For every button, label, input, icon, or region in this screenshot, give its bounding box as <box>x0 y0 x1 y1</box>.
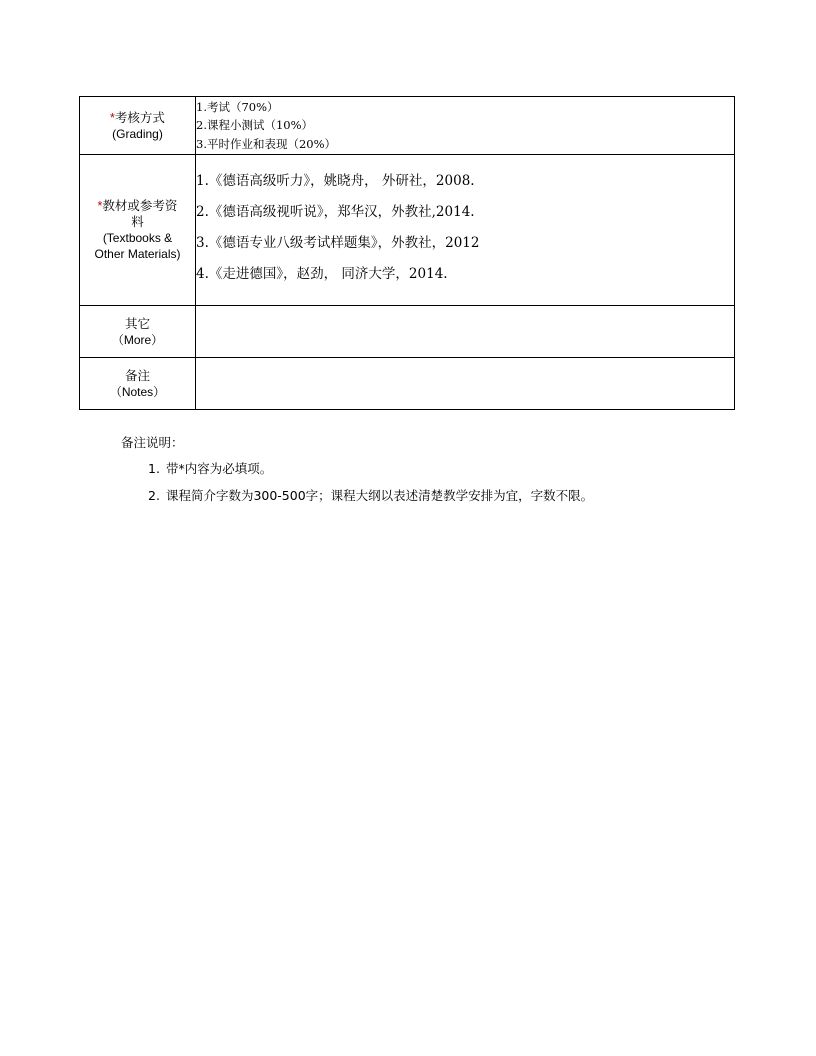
materials-label-en-1: (Textbooks & <box>102 231 173 245</box>
more-content-cell <box>196 306 735 358</box>
footnote-item <box>121 487 593 505</box>
material-item: 4.《走进德国》，赵劲， 同济大学，2014. <box>196 265 448 282</box>
more-label-en: （More） <box>111 332 164 347</box>
footnotes-title: 备注说明： <box>121 435 184 450</box>
grading-label-en: (Grading) <box>112 126 163 141</box>
materials-label-cn-text: 教材或参考资料 <box>102 199 178 229</box>
table-row-more <box>80 306 735 358</box>
materials-label-cell <box>80 155 196 306</box>
materials-content-cell <box>196 155 735 306</box>
grading-label-cell <box>80 97 196 155</box>
notes-label-cell <box>80 358 196 410</box>
footnote-number: 2. <box>148 488 160 503</box>
notes-label-cn: 备注 <box>124 368 150 383</box>
more-label-cell <box>80 306 196 358</box>
grading-label-cn-text: 考核方式 <box>114 110 165 125</box>
material-item: 2.《德语高级视听说》，郑华汉，外教社,2014. <box>196 203 475 220</box>
grading-content-cell <box>196 97 735 155</box>
required-mark: * <box>110 110 115 125</box>
footnote-text: 带*内容为必填项。 <box>165 461 273 476</box>
materials-label-cn <box>80 198 195 230</box>
required-mark: * <box>97 199 103 213</box>
footnotes <box>121 434 593 514</box>
footnote-item <box>121 460 593 478</box>
material-item: 1.《德语高级听力》，姚晓舟， 外研社，2008. <box>196 172 475 189</box>
material-item: 3.《德语专业八级考试样题集》，外教社，2012 <box>196 234 480 251</box>
course-info-table <box>79 96 735 410</box>
footnote-text: 课程简介字数为300-500字；课程大纲以表述清楚教学安排为宜，字数不限。 <box>165 488 594 503</box>
table-row-materials <box>80 155 735 306</box>
grading-item: 3.平时作业和表现（20%） <box>196 136 337 151</box>
notes-content-cell <box>196 358 735 410</box>
more-label-cn: 其它 <box>124 316 150 331</box>
grading-label-cn <box>80 110 195 126</box>
materials-label-en-2: Other Materials) <box>94 247 181 261</box>
footnote-number: 1. <box>148 461 160 476</box>
table-row-grading <box>80 97 735 155</box>
grading-item: 1.考试（70%） <box>196 99 279 114</box>
grading-item: 2.课程小测试（10%） <box>196 118 314 133</box>
notes-label-en: （Notes） <box>109 384 166 399</box>
table-row-notes <box>80 358 735 410</box>
